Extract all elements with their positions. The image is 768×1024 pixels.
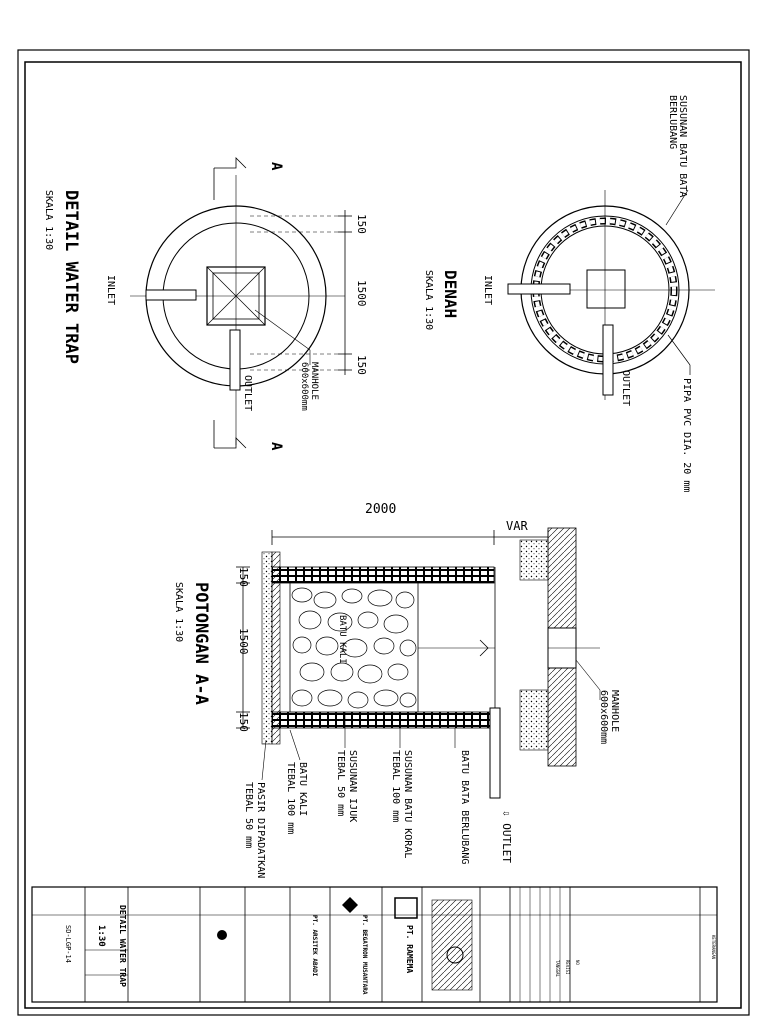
logo-begatron xyxy=(342,897,358,913)
brick-wall-left xyxy=(272,567,494,583)
denah-label-inlet: INLET xyxy=(482,275,493,306)
logo-main xyxy=(432,900,472,990)
potongan-label-batu-bata: BATU BATA BERLUBANG xyxy=(459,750,470,865)
detail-label-outlet: OUTLET xyxy=(242,375,253,412)
denah-plan xyxy=(508,190,715,400)
potongan-dim-right: 150 xyxy=(237,712,250,732)
detail-inlet-pipe xyxy=(146,290,196,300)
outer-border xyxy=(18,50,749,1015)
potongan-label-koral-2: TEBAL 100 mm xyxy=(390,750,401,823)
potongan-label-ijuk-1: SUSUNAN IJUK xyxy=(347,750,358,823)
potongan-dim-mid: 1500 xyxy=(237,628,250,655)
tb-company-3: PT. ARSITEK ABADI xyxy=(311,915,318,977)
detail-label-manhole-2: 600x600mm xyxy=(299,362,309,411)
potongan-label-kali-1: BATU KALI xyxy=(297,762,308,817)
denah-label-bata-1: SUSUNAN BATU BATA xyxy=(677,95,688,198)
detail-outlet-pipe xyxy=(230,330,240,390)
inner-border xyxy=(25,62,741,1008)
potongan-title: POTONGAN A-A xyxy=(191,582,211,705)
tb-scale: 1:30 xyxy=(96,925,106,947)
detail-dim-top: 150 xyxy=(355,214,368,234)
tb-drawing-title: DETAIL WATER TRAP xyxy=(118,905,127,987)
outlet-pipe xyxy=(490,708,500,798)
potongan-scale: SKALA 1:30 xyxy=(173,582,184,643)
detail-label-manhole-1: MANHOLE xyxy=(309,362,319,400)
brick-wall-right xyxy=(272,712,494,728)
potongan-label-outlet: ⇩ OUTLET xyxy=(500,810,513,863)
detail-section-mark-top: A xyxy=(268,162,284,171)
potongan-dim-left: 150 xyxy=(237,567,250,587)
title-block xyxy=(32,887,717,1002)
denah-label-pipa: PIPA PVC DIA. 20 mm xyxy=(681,378,692,493)
potongan-dim-width: 2000 xyxy=(365,502,397,517)
detail-dim-mid: 1500 xyxy=(355,280,368,307)
tb-drawing-no: SD-LGP-14 xyxy=(64,925,72,963)
potongan-label-koral-1: SUSUNAN BATU KORAL xyxy=(402,750,413,859)
detail-section-mark-bottom: A xyxy=(268,442,284,451)
detail-title: DETAIL WATER TRAP xyxy=(61,190,81,364)
tb-col-ket: KETERANGAN xyxy=(711,935,716,960)
detail-dim-bot: 150 xyxy=(355,355,368,375)
potongan-label-pasir-1: PASIR DIPADATKAN xyxy=(255,782,266,879)
logo-flower xyxy=(217,930,227,940)
denah-label-bata-2: BERLUBANG xyxy=(667,95,678,150)
tb-col-no: NO xyxy=(575,960,580,965)
denah-scale: SKALA 1:30 xyxy=(423,270,434,331)
denah-manhole xyxy=(587,270,625,308)
tb-col-rev: REVISI xyxy=(565,960,570,975)
potongan-label-core: BATU KALI xyxy=(337,615,347,664)
potongan-dim-var: VAR xyxy=(506,519,528,533)
tb-company-2: PT. BEGATRON MUSANTARA xyxy=(361,915,368,995)
potongan-section xyxy=(236,528,600,798)
detail-scale: SKALA 1:30 xyxy=(43,190,54,251)
tb-col-tgl: TANGGAL xyxy=(555,960,560,977)
denah-inlet-pipe xyxy=(508,284,570,294)
denah-label-outlet: OUTLET xyxy=(620,370,631,407)
tb-company-1: PT. RAMEMA xyxy=(405,925,414,974)
detail-plan xyxy=(130,158,352,448)
denah-outlet-pipe xyxy=(603,325,613,395)
potongan-label-pasir-2: TEBAL 50 mm xyxy=(243,782,254,849)
potongan-label-manhole-2: 600x600mm xyxy=(598,690,609,745)
potongan-label-kali-2: TEBAL 100 mm xyxy=(285,762,296,835)
potongan-label-manhole-1: MANHOLE xyxy=(609,690,620,733)
detail-label-inlet: INLET xyxy=(105,275,116,306)
denah-title: DENAH xyxy=(441,270,460,319)
potongan-label-ijuk-2: TEBAL 50 mm xyxy=(335,750,346,817)
